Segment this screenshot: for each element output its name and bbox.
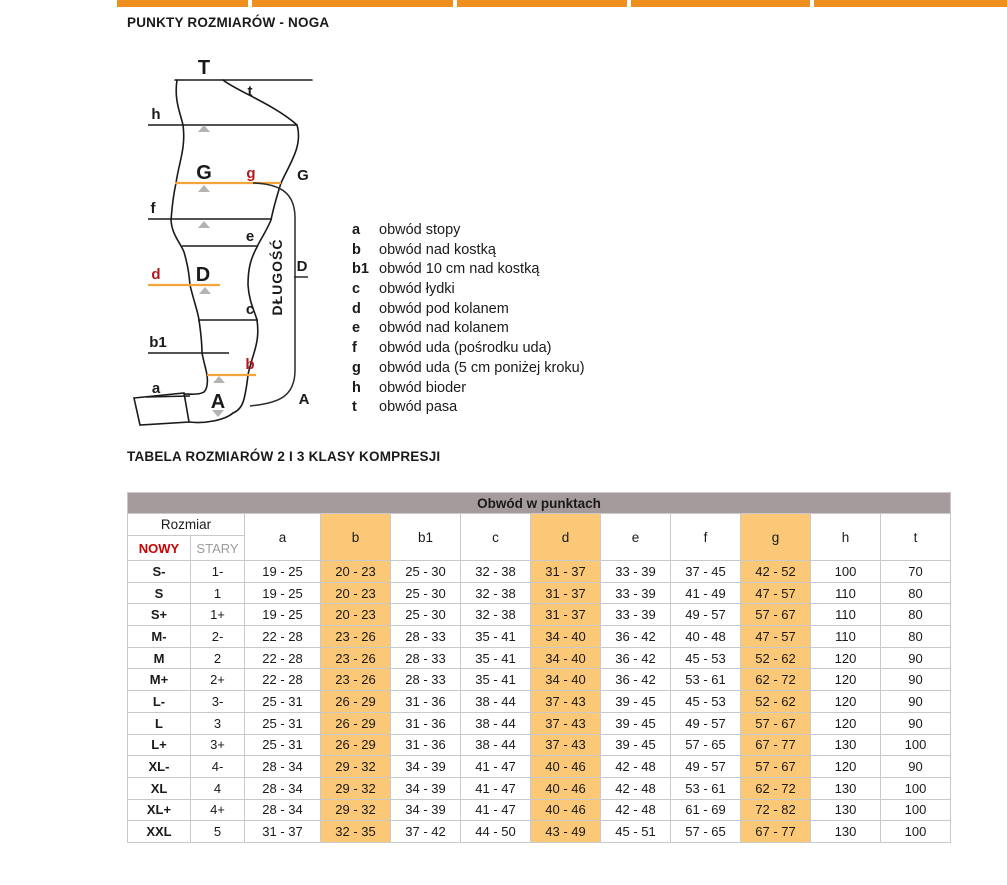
- size-old-cell: 1: [191, 582, 245, 604]
- old-size-header: STARY: [191, 536, 245, 561]
- size-new-cell: M: [128, 647, 191, 669]
- col-header-b1: b1: [391, 514, 461, 561]
- legend-item: [352, 300, 585, 320]
- table-row: [128, 734, 951, 756]
- value-cell-a: 19 - 25: [245, 582, 321, 604]
- value-cell-c: 41 - 47: [461, 756, 531, 778]
- value-cell-a: 22 - 28: [245, 626, 321, 648]
- value-cell-d: 31 - 37: [531, 582, 601, 604]
- point-label-d: d: [151, 266, 161, 283]
- point-label-A: A: [210, 391, 226, 413]
- value-cell-h: 120: [811, 712, 881, 734]
- value-cell-g: 52 - 62: [741, 691, 811, 713]
- value-cell-t: 90: [881, 647, 951, 669]
- size-old-cell: 3+: [191, 734, 245, 756]
- table-row: [128, 799, 951, 821]
- legend-item: [352, 359, 585, 379]
- top-nav-segment: [457, 0, 627, 7]
- size-table-container: [127, 492, 951, 843]
- value-cell-f: 45 - 53: [671, 647, 741, 669]
- value-cell-d: 43 - 49: [531, 821, 601, 843]
- value-cell-b: 29 - 32: [321, 777, 391, 799]
- legend-text: obwód uda (pośrodku uda): [379, 340, 552, 357]
- col-header-f: f: [671, 514, 741, 561]
- legend-key: t: [352, 399, 357, 416]
- measurement-legend: [352, 221, 585, 418]
- legend-text: obwód uda (5 cm poniżej kroku): [379, 359, 585, 376]
- value-cell-h: 130: [811, 777, 881, 799]
- value-cell-e: 36 - 42: [601, 647, 671, 669]
- table-row: [128, 604, 951, 626]
- value-cell-b1: 28 - 33: [391, 626, 461, 648]
- size-new-cell: XXL: [128, 821, 191, 843]
- legend-item: [352, 319, 585, 339]
- value-cell-b1: 31 - 36: [391, 712, 461, 734]
- value-cell-b1: 25 - 30: [391, 561, 461, 583]
- legend-item: [352, 221, 585, 241]
- value-cell-b: 23 - 26: [321, 669, 391, 691]
- value-cell-h: 130: [811, 799, 881, 821]
- legend-text: obwód pod kolanem: [379, 300, 509, 317]
- value-cell-b1: 28 - 33: [391, 669, 461, 691]
- value-cell-b: 32 - 35: [321, 821, 391, 843]
- point-label-t: t: [247, 83, 253, 100]
- point-label-f: f: [150, 200, 156, 217]
- legend-key: c: [352, 281, 361, 298]
- value-cell-g: 42 - 52: [741, 561, 811, 583]
- value-cell-g: 57 - 67: [741, 604, 811, 626]
- col-header-h: h: [811, 514, 881, 561]
- value-cell-d: 31 - 37: [531, 604, 601, 626]
- value-cell-e: 33 - 39: [601, 561, 671, 583]
- value-cell-b: 23 - 26: [321, 647, 391, 669]
- point-label-a: a: [151, 380, 161, 397]
- value-cell-b1: 34 - 39: [391, 777, 461, 799]
- legend-key: g: [352, 359, 361, 376]
- value-cell-b: 26 - 29: [321, 734, 391, 756]
- value-cell-f: 49 - 57: [671, 604, 741, 626]
- table-row: [128, 712, 951, 734]
- col-header-e: e: [601, 514, 671, 561]
- legend-item: [352, 398, 585, 418]
- legend-text: obwód stopy: [379, 222, 461, 238]
- value-cell-c: 35 - 41: [461, 669, 531, 691]
- value-cell-c: 38 - 44: [461, 734, 531, 756]
- legend-text: obwód 10 cm nad kostką: [379, 261, 540, 278]
- top-nav-segment: [631, 0, 810, 7]
- value-cell-t: 70: [881, 561, 951, 583]
- size-old-cell: 5: [191, 821, 245, 843]
- legend-key: f: [352, 340, 357, 357]
- point-label-c: c: [245, 301, 255, 318]
- value-cell-b1: 37 - 42: [391, 821, 461, 843]
- table-row: [128, 582, 951, 604]
- size-old-cell: 1-: [191, 561, 245, 583]
- point-label-G: G: [196, 162, 212, 184]
- value-cell-c: 38 - 44: [461, 691, 531, 713]
- value-cell-h: 120: [811, 669, 881, 691]
- value-cell-c: 32 - 38: [461, 604, 531, 626]
- value-cell-e: 45 - 51: [601, 821, 671, 843]
- value-cell-a: 31 - 37: [245, 821, 321, 843]
- new-size-header: NOWY: [128, 536, 191, 561]
- legend-key: b: [352, 241, 361, 258]
- legend-text: obwód bioder: [379, 379, 467, 396]
- size-new-cell: M-: [128, 626, 191, 648]
- value-cell-t: 80: [881, 582, 951, 604]
- value-cell-f: 40 - 48: [671, 626, 741, 648]
- value-cell-g: 67 - 77: [741, 734, 811, 756]
- value-cell-h: 120: [811, 647, 881, 669]
- legend-key: h: [352, 379, 361, 396]
- value-cell-f: 41 - 49: [671, 582, 741, 604]
- value-cell-d: 37 - 43: [531, 734, 601, 756]
- col-header-d: d: [531, 514, 601, 561]
- col-header-g: g: [741, 514, 811, 561]
- value-cell-t: 100: [881, 821, 951, 843]
- point-label-b: b: [245, 356, 255, 373]
- size-new-cell: S: [128, 582, 191, 604]
- legend-item: [352, 339, 585, 359]
- size-new-cell: S-: [128, 561, 191, 583]
- size-new-cell: XL+: [128, 799, 191, 821]
- value-cell-g: 57 - 67: [741, 712, 811, 734]
- value-cell-h: 100: [811, 561, 881, 583]
- value-cell-g: 72 - 82: [741, 799, 811, 821]
- value-cell-a: 28 - 34: [245, 777, 321, 799]
- value-cell-c: 32 - 38: [461, 582, 531, 604]
- table-row: [128, 756, 951, 778]
- value-cell-h: 120: [811, 756, 881, 778]
- value-cell-f: 37 - 45: [671, 561, 741, 583]
- col-header-a: a: [245, 514, 321, 561]
- value-cell-c: 32 - 38: [461, 561, 531, 583]
- legend-text: obwód nad kostką: [379, 241, 496, 258]
- page-title: PUNKTY ROZMIARÓW - NOGA: [127, 15, 330, 30]
- value-cell-e: 33 - 39: [601, 604, 671, 626]
- value-cell-f: 57 - 65: [671, 734, 741, 756]
- col-header-t: t: [881, 514, 951, 561]
- value-cell-h: 110: [811, 582, 881, 604]
- value-cell-d: 31 - 37: [531, 561, 601, 583]
- value-cell-t: 80: [881, 626, 951, 648]
- legend-text: obwód nad kolanem: [379, 320, 509, 337]
- value-cell-e: 42 - 48: [601, 777, 671, 799]
- table-caption: Obwód w punktach: [128, 493, 951, 514]
- point-label-D: D: [195, 264, 211, 286]
- value-cell-b1: 25 - 30: [391, 582, 461, 604]
- value-cell-a: 25 - 31: [245, 712, 321, 734]
- value-cell-c: 41 - 47: [461, 799, 531, 821]
- value-cell-d: 34 - 40: [531, 647, 601, 669]
- table-row: [128, 777, 951, 799]
- size-new-cell: L: [128, 712, 191, 734]
- size-new-cell: XL-: [128, 756, 191, 778]
- point-label-T: T: [197, 57, 211, 79]
- value-cell-b: 20 - 23: [321, 582, 391, 604]
- value-cell-e: 36 - 42: [601, 626, 671, 648]
- value-cell-c: 41 - 47: [461, 777, 531, 799]
- value-cell-a: 22 - 28: [245, 647, 321, 669]
- value-cell-b: 20 - 23: [321, 561, 391, 583]
- bracket-label-G: G: [297, 167, 309, 184]
- value-cell-e: 42 - 48: [601, 756, 671, 778]
- point-label-g: g: [246, 165, 256, 182]
- top-nav-segment: [252, 0, 453, 7]
- legend-item: [352, 280, 585, 300]
- value-cell-g: 62 - 72: [741, 669, 811, 691]
- legend-key: e: [352, 320, 361, 337]
- value-cell-e: 39 - 45: [601, 712, 671, 734]
- value-cell-a: 22 - 28: [245, 669, 321, 691]
- value-cell-t: 100: [881, 734, 951, 756]
- table-row: [128, 669, 951, 691]
- value-cell-a: 19 - 25: [245, 604, 321, 626]
- value-cell-e: 39 - 45: [601, 691, 671, 713]
- value-cell-g: 67 - 77: [741, 821, 811, 843]
- size-old-cell: 3-: [191, 691, 245, 713]
- value-cell-d: 34 - 40: [531, 626, 601, 648]
- value-cell-b: 20 - 23: [321, 604, 391, 626]
- value-cell-a: 19 - 25: [245, 561, 321, 583]
- value-cell-c: 38 - 44: [461, 712, 531, 734]
- value-cell-g: 47 - 57: [741, 582, 811, 604]
- value-cell-b: 23 - 26: [321, 626, 391, 648]
- value-cell-g: 52 - 62: [741, 647, 811, 669]
- table-row: [128, 821, 951, 843]
- length-label: DŁUGOŚĆ: [269, 238, 285, 316]
- size-table: [127, 492, 951, 843]
- legend-key: a: [352, 222, 361, 238]
- value-cell-h: 120: [811, 691, 881, 713]
- legend-key: d: [352, 300, 361, 317]
- col-header-b: b: [321, 514, 391, 561]
- value-cell-b1: 31 - 36: [391, 691, 461, 713]
- size-old-cell: 4: [191, 777, 245, 799]
- value-cell-f: 49 - 57: [671, 712, 741, 734]
- size-old-cell: 2-: [191, 626, 245, 648]
- size-old-cell: 2: [191, 647, 245, 669]
- value-cell-b1: 25 - 30: [391, 604, 461, 626]
- value-cell-b1: 28 - 33: [391, 647, 461, 669]
- size-new-cell: XL: [128, 777, 191, 799]
- table-row: [128, 626, 951, 648]
- value-cell-d: 40 - 46: [531, 777, 601, 799]
- value-cell-g: 57 - 67: [741, 756, 811, 778]
- table-row: [128, 691, 951, 713]
- top-nav-segment: [814, 0, 1007, 7]
- size-old-cell: 4+: [191, 799, 245, 821]
- value-cell-f: 49 - 57: [671, 756, 741, 778]
- value-cell-d: 40 - 46: [531, 799, 601, 821]
- value-cell-b: 26 - 29: [321, 691, 391, 713]
- value-cell-a: 25 - 31: [245, 691, 321, 713]
- value-cell-t: 90: [881, 756, 951, 778]
- value-cell-b1: 34 - 39: [391, 756, 461, 778]
- value-cell-t: 100: [881, 777, 951, 799]
- value-cell-b1: 31 - 36: [391, 734, 461, 756]
- value-cell-c: 35 - 41: [461, 647, 531, 669]
- legend-text: obwód pasa: [379, 399, 458, 416]
- value-cell-e: 42 - 48: [601, 799, 671, 821]
- value-cell-h: 130: [811, 734, 881, 756]
- value-cell-c: 44 - 50: [461, 821, 531, 843]
- legend-item: [352, 379, 585, 399]
- value-cell-d: 37 - 43: [531, 691, 601, 713]
- value-cell-d: 37 - 43: [531, 712, 601, 734]
- leg-measurement-diagram: [118, 50, 348, 440]
- legend-item: [352, 260, 585, 280]
- value-cell-e: 39 - 45: [601, 734, 671, 756]
- value-cell-h: 110: [811, 626, 881, 648]
- size-old-cell: 4-: [191, 756, 245, 778]
- table-row: [128, 647, 951, 669]
- value-cell-e: 33 - 39: [601, 582, 671, 604]
- value-cell-g: 62 - 72: [741, 777, 811, 799]
- col-header-c: c: [461, 514, 531, 561]
- point-label-e: e: [245, 228, 255, 245]
- size-old-cell: 3: [191, 712, 245, 734]
- table-row: [128, 561, 951, 583]
- value-cell-t: 90: [881, 669, 951, 691]
- size-new-cell: L-: [128, 691, 191, 713]
- value-cell-g: 47 - 57: [741, 626, 811, 648]
- table-title: TABELA ROZMIARÓW 2 I 3 KLASY KOMPRESJI: [127, 449, 441, 464]
- bracket-label-D: D: [296, 258, 308, 275]
- value-cell-d: 40 - 46: [531, 756, 601, 778]
- value-cell-f: 61 - 69: [671, 799, 741, 821]
- value-cell-f: 53 - 61: [671, 669, 741, 691]
- value-cell-t: 90: [881, 691, 951, 713]
- bracket-label-A: A: [298, 391, 310, 408]
- value-cell-t: 100: [881, 799, 951, 821]
- value-cell-t: 80: [881, 604, 951, 626]
- value-cell-b: 29 - 32: [321, 799, 391, 821]
- point-label-h: h: [151, 106, 161, 123]
- value-cell-b1: 34 - 39: [391, 799, 461, 821]
- value-cell-e: 36 - 42: [601, 669, 671, 691]
- value-cell-f: 45 - 53: [671, 691, 741, 713]
- value-cell-a: 25 - 31: [245, 734, 321, 756]
- value-cell-d: 34 - 40: [531, 669, 601, 691]
- value-cell-h: 110: [811, 604, 881, 626]
- value-cell-a: 28 - 34: [245, 756, 321, 778]
- value-cell-c: 35 - 41: [461, 626, 531, 648]
- value-cell-f: 57 - 65: [671, 821, 741, 843]
- top-nav-segment: [117, 0, 248, 7]
- value-cell-b: 29 - 32: [321, 756, 391, 778]
- size-old-cell: 1+: [191, 604, 245, 626]
- size-new-cell: S+: [128, 604, 191, 626]
- size-new-cell: M+: [128, 669, 191, 691]
- value-cell-f: 53 - 61: [671, 777, 741, 799]
- size-column-header: Rozmiar: [128, 514, 245, 536]
- value-cell-a: 28 - 34: [245, 799, 321, 821]
- point-label-b1: b1: [149, 334, 167, 351]
- value-cell-h: 130: [811, 821, 881, 843]
- size-old-cell: 2+: [191, 669, 245, 691]
- value-cell-t: 90: [881, 712, 951, 734]
- legend-item: [352, 241, 585, 261]
- value-cell-b: 26 - 29: [321, 712, 391, 734]
- legend-key: b1: [352, 261, 369, 278]
- size-new-cell: L+: [128, 734, 191, 756]
- legend-text: obwód łydki: [379, 281, 455, 298]
